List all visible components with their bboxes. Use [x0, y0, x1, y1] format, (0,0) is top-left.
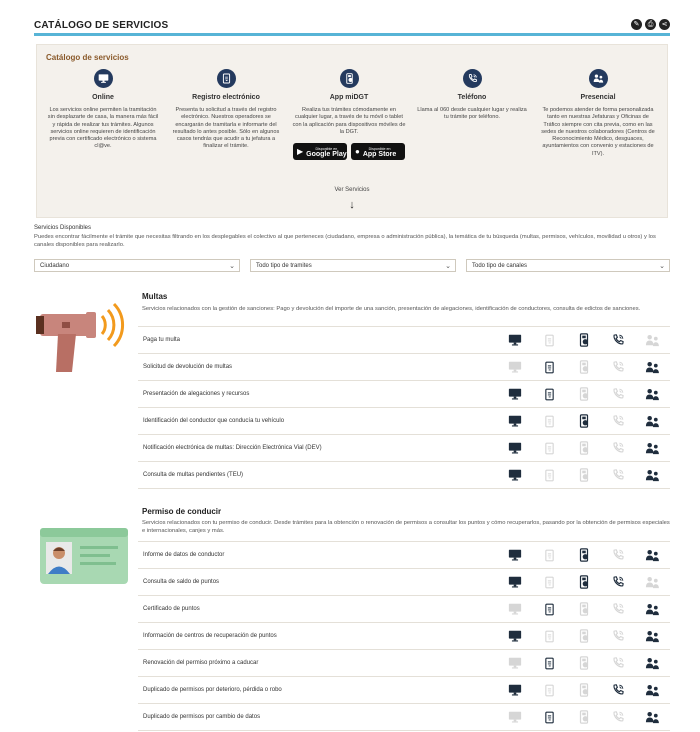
phone-app-icon	[567, 623, 601, 649]
table-row[interactable]	[138, 435, 670, 462]
channel-title: Registro electrónico	[192, 94, 260, 101]
document-icon	[532, 462, 566, 488]
phone-app-icon	[567, 704, 601, 730]
people-icon[interactable]	[636, 462, 670, 488]
phone-app-icon	[567, 381, 601, 407]
telephone-icon	[601, 435, 635, 461]
channel-cells	[498, 327, 670, 353]
phone-app-icon[interactable]	[567, 569, 601, 595]
monitor-icon	[498, 704, 532, 730]
service-name[interactable]: Certificado de puntos	[143, 606, 200, 612]
phone-app-icon	[567, 462, 601, 488]
document-icon	[532, 623, 566, 649]
telephone-icon	[463, 69, 482, 88]
phone-app-icon	[567, 354, 601, 380]
badge-small-text: Disponible en	[368, 146, 391, 151]
document-icon	[532, 569, 566, 595]
monitor-icon	[498, 650, 532, 676]
phone-app-icon	[567, 596, 601, 622]
channel-description: Llama al 060 desde cualquier lugar y realiza tu trámite por teléfono.	[417, 107, 527, 121]
channel-cells	[498, 462, 670, 488]
channel-title: Presencial	[580, 94, 616, 101]
page-title: CATÁLOGO DE SERVICIOS	[34, 20, 169, 31]
telephone-icon[interactable]	[601, 677, 635, 703]
service-name[interactable]: Renovación del permiso próximo a caducar	[143, 660, 259, 666]
telephone-icon[interactable]	[601, 569, 635, 595]
channel-cells	[498, 650, 670, 676]
monitor-icon[interactable]	[498, 381, 532, 407]
channel-cells	[498, 596, 670, 622]
document-icon	[532, 677, 566, 703]
monitor-icon	[498, 354, 532, 380]
people-icon[interactable]	[636, 650, 670, 676]
section-title-permiso: Permiso de conducir	[142, 507, 222, 516]
services-table-permiso	[138, 541, 670, 731]
channel-description: Presenta tu solicitud a través del registro electrónico. Nuestros operadores se encargarán de tramitarla e informarte del resultado lo antes posible. Sólo en algunos casos tendrás que acudir a tu jefatura a finalizar el trámite.	[172, 107, 280, 150]
people-icon	[589, 69, 608, 88]
table-row[interactable]	[138, 327, 670, 354]
print-icon[interactable]: ⎙	[645, 19, 656, 30]
phone-app-icon[interactable]	[567, 408, 601, 434]
app-store-badge[interactable]	[351, 143, 405, 160]
telephone-icon	[601, 704, 635, 730]
table-row[interactable]	[138, 623, 670, 650]
radar-gun-illustration	[36, 300, 132, 380]
collective-select[interactable]	[34, 259, 240, 272]
document-icon	[532, 542, 566, 568]
channel-cells	[498, 381, 670, 407]
ver-servicios-link[interactable]: Ver Servicios	[334, 187, 370, 193]
page-header	[34, 14, 670, 36]
services-table-multas	[138, 326, 670, 489]
phone-app-icon[interactable]	[567, 542, 601, 568]
telephone-icon	[601, 462, 635, 488]
channel-registro	[166, 69, 286, 151]
people-icon[interactable]	[636, 677, 670, 703]
people-icon[interactable]	[636, 623, 670, 649]
edit-icon[interactable]: ✎	[631, 19, 642, 30]
service-name[interactable]: Solicitud de devolución de multas	[143, 364, 233, 370]
section-description-permiso: Servicios relacionados con tu permiso de conducir. Desde trámites para la obtención o renovación de permisos a consultar los puntos y cómo recuperarlos, pasando por la obtención de permisos especiales e internacionales, canjes y más.	[142, 520, 670, 534]
badge-big-text: Google Play	[306, 150, 347, 158]
table-row[interactable]	[138, 677, 670, 704]
table-row[interactable]	[138, 462, 670, 489]
channel-cells	[498, 569, 670, 595]
channel-app	[289, 69, 409, 160]
play-icon: ▶	[297, 147, 304, 157]
people-icon[interactable]	[636, 435, 670, 461]
services-available-description: Puedes encontrar fácilmente el trámite que necesitas filtrando en los desplegables el colectivo al que perteneces (ciudadano, empresa o administración pública), la temática de tu búsqueda (multas, permisos, vehículos, movilidad u otros) y los canales disponibles para realizarlo.	[34, 234, 656, 248]
table-row[interactable]	[138, 704, 670, 731]
monitor-icon[interactable]	[498, 462, 532, 488]
chevron-down-icon: ⌄	[659, 263, 665, 270]
people-icon[interactable]	[636, 354, 670, 380]
service-name[interactable]: Paga tu multa	[143, 337, 181, 343]
channel-description: Los servicios online permiten la tramitación sin desplazarte de casa, la manera más fácil y rápida de realizar tus trámites. Algunos servicios online requieren de identificación previa con certificado electrónico o sistema cl@ve.	[47, 107, 159, 150]
people-icon[interactable]	[636, 381, 670, 407]
section-title-multas: Multas	[142, 292, 168, 301]
people-icon[interactable]	[636, 596, 670, 622]
store-badges	[289, 143, 409, 160]
share-icon[interactable]: ⋖	[659, 19, 670, 30]
phone-app-icon	[567, 650, 601, 676]
driving-license-illustration	[40, 528, 128, 586]
telephone-icon	[601, 542, 635, 568]
channel-title: App miDGT	[329, 94, 369, 101]
channel-description: Realiza tus trámites cómodamente en cualquier lugar, a través de tu móvil o tablet con la aplicación para dispositivos móviles de la DGT.	[292, 107, 406, 135]
phone-app-icon	[340, 69, 359, 88]
tramites-select-value: Todo tipo de tramites	[256, 263, 312, 269]
channel-description: Te podemos atender de forma personalizada tanto en nuestras Jefaturas y Oficinas de Tráfico siempre con cita previa, como en las sedes de nuestros colaboradores (Centros de Reconocimiento Médico, desguaces, ayuntamientos con convenio y estaciones de ITV).	[541, 107, 655, 157]
document-icon[interactable]	[532, 596, 566, 622]
table-row[interactable]	[138, 381, 670, 408]
phone-app-icon[interactable]	[567, 327, 601, 353]
chevron-down-icon: ⌄	[229, 263, 235, 270]
monitor-icon[interactable]	[498, 623, 532, 649]
channel-title: Teléfono	[457, 94, 487, 101]
document-icon[interactable]	[532, 704, 566, 730]
phone-app-icon	[567, 435, 601, 461]
channel-cells	[498, 542, 670, 568]
catalog-box	[36, 44, 668, 218]
table-row[interactable]	[138, 408, 670, 435]
service-name[interactable]: Duplicado de permisos por deterioro, pérdida o robo	[143, 687, 282, 693]
monitor-icon	[498, 596, 532, 622]
services-available-title: Servicios Disponibles	[34, 225, 92, 231]
service-name[interactable]: Consulta de multas pendientes (TEU)	[143, 472, 244, 478]
telephone-icon	[601, 623, 635, 649]
google-play-badge[interactable]	[293, 143, 347, 160]
service-name[interactable]: Presentación de alegaciones y recursos	[143, 391, 250, 397]
table-row[interactable]	[138, 650, 670, 677]
channel-online	[43, 69, 163, 151]
telephone-icon	[601, 354, 635, 380]
channel-telefono	[412, 69, 532, 122]
channel-cells	[498, 677, 670, 703]
canales-select-value: Todo tipo de canales	[472, 263, 528, 269]
document-icon	[532, 435, 566, 461]
people-icon[interactable]	[636, 704, 670, 730]
monitor-icon[interactable]	[498, 569, 532, 595]
badge-small-text: Disponible en	[315, 146, 338, 151]
channel-cells	[498, 435, 670, 461]
table-row[interactable]	[138, 354, 670, 381]
document-icon	[532, 327, 566, 353]
monitor-icon[interactable]	[498, 542, 532, 568]
channel-title: Online	[92, 94, 114, 101]
telephone-icon[interactable]	[601, 327, 635, 353]
service-name[interactable]: Consulta de saldo de puntos	[143, 579, 220, 585]
phone-app-icon	[567, 677, 601, 703]
channel-cells	[498, 354, 670, 380]
document-icon	[532, 408, 566, 434]
channel-presencial	[535, 69, 661, 158]
chevron-down-icon: ⌄	[445, 263, 451, 270]
service-name[interactable]: Notificación electrónica de multas: Dirección Electrónica Vial (DEV)	[143, 445, 322, 451]
table-row[interactable]	[138, 542, 670, 569]
monitor-icon[interactable]	[498, 677, 532, 703]
monitor-icon[interactable]	[498, 327, 532, 353]
service-name[interactable]: Información de centros de recuperación de puntos	[143, 633, 277, 639]
monitor-icon[interactable]	[498, 408, 532, 434]
canales-select[interactable]	[466, 259, 670, 272]
telephone-icon	[601, 381, 635, 407]
telephone-icon	[601, 408, 635, 434]
channel-cells	[498, 408, 670, 434]
people-icon	[636, 327, 670, 353]
document-icon	[217, 69, 236, 88]
channel-cells	[498, 623, 670, 649]
service-name[interactable]: Identificación del conductor que conducía tu vehículo	[143, 418, 285, 424]
catalog-title: Catálogo de servicios	[46, 53, 129, 62]
channel-cells	[498, 704, 670, 730]
arrow-down-icon[interactable]: ↓	[349, 199, 355, 211]
document-icon[interactable]	[532, 381, 566, 407]
monitor-icon[interactable]	[498, 435, 532, 461]
apple-icon: ●	[355, 147, 360, 157]
people-icon[interactable]	[636, 542, 670, 568]
people-icon[interactable]	[636, 408, 670, 434]
table-row[interactable]	[138, 569, 670, 596]
section-description-multas: Servicios relacionados con la gestión de sanciones: Pago y devolución del importe de una sanción, presentación de alegaciones, identificación de conductores, consulta de edictos de sanciones.	[142, 306, 641, 312]
table-row[interactable]	[138, 596, 670, 623]
service-name[interactable]: Duplicado de permisos por cambio de datos	[143, 714, 261, 720]
tramites-select[interactable]	[250, 259, 456, 272]
badge-big-text: App Store	[362, 150, 397, 158]
header-actions	[631, 19, 670, 30]
collective-select-value: Ciudadano	[40, 263, 70, 269]
telephone-icon	[601, 650, 635, 676]
telephone-icon	[601, 596, 635, 622]
document-icon[interactable]	[532, 354, 566, 380]
service-name[interactable]: Informe de datos de conductor	[143, 552, 225, 558]
people-icon	[636, 569, 670, 595]
document-icon[interactable]	[532, 650, 566, 676]
monitor-icon	[94, 69, 113, 88]
